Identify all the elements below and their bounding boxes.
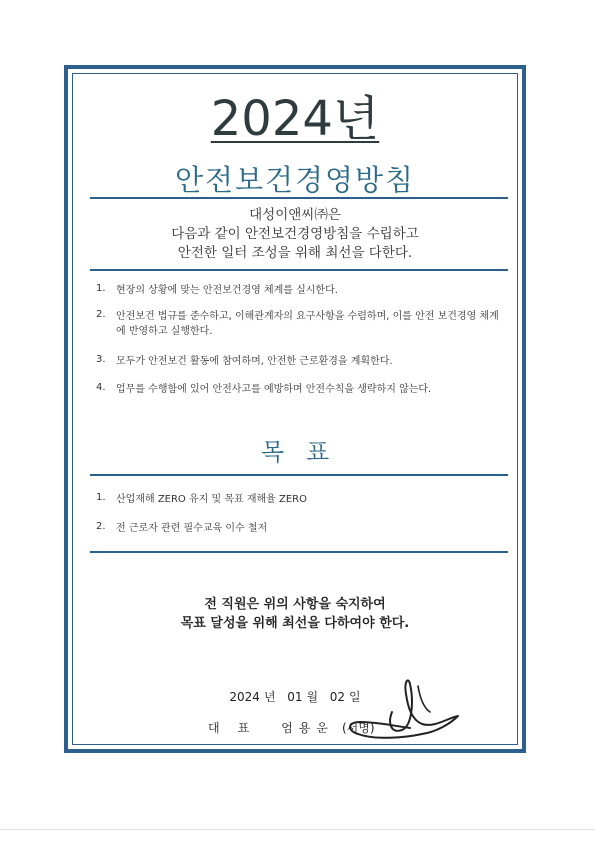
date-month-unit: 월	[306, 690, 319, 704]
date-day: 02	[329, 690, 345, 704]
date-day-unit: 일	[348, 690, 361, 704]
policy-item	[96, 354, 508, 369]
goal-title: 목표	[260, 438, 352, 466]
policy-item	[96, 309, 508, 339]
policy-list	[96, 283, 508, 397]
policy-text: 모두가 안전보건 활동에 참여하며, 안전한 근로환경을 계획한다.	[116, 356, 393, 367]
policy-num: 2.	[96, 309, 106, 320]
intro-text	[72, 206, 518, 263]
goal-num: 1.	[96, 492, 106, 503]
closing-line-1: 전 직원은 위의 사항을 숙지하여	[204, 597, 386, 612]
policy-text: 현장의 상황에 맞는 안전보건경영 체계를 실시한다.	[116, 285, 338, 296]
goal-num: 2.	[96, 521, 106, 532]
policy-num: 4.	[96, 382, 106, 393]
signer-role: 대표	[208, 721, 268, 735]
signer-sign-label: (서명)	[341, 721, 375, 735]
policy-text: 업무를 수행함에 있어 안전사고를 예방하며 안전수칙을 생략하지 않는다.	[116, 384, 432, 395]
policy-num: 3.	[96, 354, 106, 365]
closing-line-2: 목표 달성을 위해 최선을 다하여야 한다.	[180, 616, 410, 631]
signer-name: 엄용운	[281, 721, 334, 735]
policy-title: 안전보건경영방침	[174, 163, 416, 197]
divider-top	[90, 197, 508, 199]
date-month: 01	[287, 690, 303, 704]
closing-statement	[72, 595, 518, 633]
signature-scribble	[330, 672, 470, 752]
page-edge-line	[0, 829, 595, 830]
policy-num: 1.	[96, 283, 106, 294]
policy-text: 안전보건 법규를 준수하고, 이해관계자의 요구사항을 수렴하며, 이를 안전 보건경영 체계에 반영하고 실행한다.	[116, 311, 499, 337]
divider-goal-bottom	[90, 551, 508, 553]
goal-text: 산업재해 ZERO 유지 및 목표 재해율 ZERO	[116, 494, 307, 505]
intro-line-1: 대성이앤씨㈜은	[249, 207, 341, 223]
intro-line-3: 안전한 일터 조성을 위해 최선을 다한다.	[177, 245, 413, 261]
intro-line-2: 다음과 같이 안전보건경영방침을 수립하고	[171, 226, 419, 242]
date-year: 2024	[229, 690, 260, 704]
divider-goal-top	[90, 474, 508, 476]
goal-list	[96, 492, 508, 536]
date-year-unit: 년	[263, 690, 276, 704]
goal-item	[96, 492, 508, 507]
policy-item	[96, 283, 508, 298]
goal-item	[96, 521, 508, 536]
year-title: 2024년	[210, 91, 380, 147]
policy-item	[96, 382, 508, 397]
divider-policy	[90, 269, 508, 271]
goal-text: 전 근로자 관련 필수교육 이수 철저	[116, 523, 268, 534]
